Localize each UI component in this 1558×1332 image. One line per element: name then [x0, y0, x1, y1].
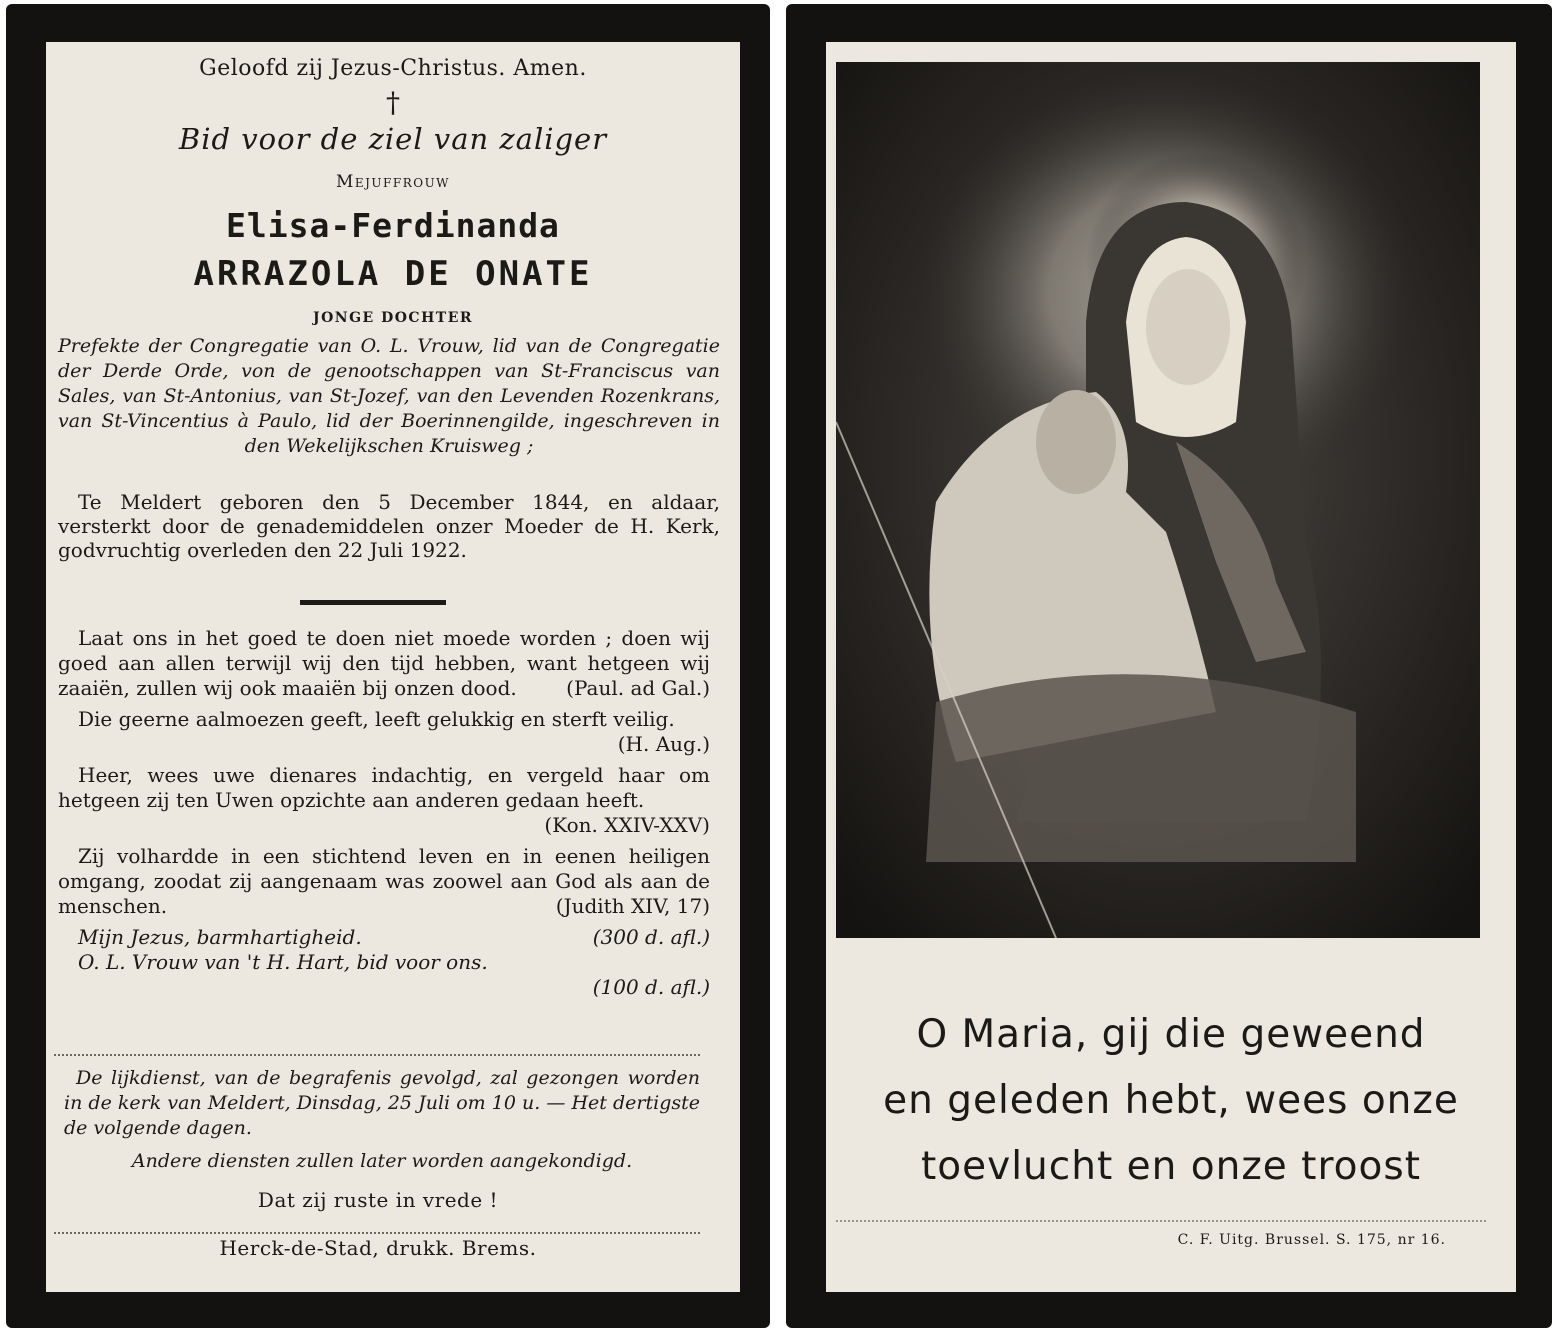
- deceased-first-name: Elisa-Ferdinanda: [226, 206, 560, 245]
- deceased-surname: ARRAZOLA DE ONATE: [193, 254, 593, 294]
- image-panel: [826, 42, 1516, 1292]
- verse-reference: (H. Aug.): [617, 732, 710, 756]
- prayer-request: Bid voor de ziel van zaliger: [178, 122, 608, 156]
- verse: [58, 844, 710, 919]
- prayer-text: [826, 1002, 1516, 1200]
- header-line: Geloofd zij Jezus-Christus. Amen.: [199, 56, 587, 81]
- civil-status: JONGE DOCHTER: [312, 310, 474, 326]
- other-services-notice: Andere diensten zullen later worden aangekondigd.: [131, 1150, 633, 1172]
- memorial-card-back: [6, 4, 770, 1328]
- printer-imprint: Herck-de-Stad, drukk. Brems.: [219, 1236, 537, 1260]
- verse-text: Laat ons in het goed te doen niet moede worden ; doen wij goed aan allen terwijl wij den tijd hebben, want hetgeen wij zaaiën, zullen wij ook maaiën bij onzen dood.: [58, 626, 710, 700]
- prayer-line: en geleden hebt, wees onze: [883, 1078, 1459, 1123]
- memorial-card-front: [786, 4, 1552, 1328]
- verse-text: Die geerne aalmoezen geeft, leeft gelukkig en sterft veilig.: [78, 707, 675, 731]
- verse: [58, 707, 710, 757]
- rest-in-peace: Dat zij ruste in vrede !: [257, 1188, 499, 1212]
- cross-icon: †: [386, 86, 400, 119]
- verse: [58, 626, 710, 701]
- dotted-divider: [836, 1220, 1486, 1222]
- verse-text: Zij volhardde in een stichtend leven en in eenen heiligen omgang, zoodat zij aangenaam was zoowel aan God als aan de menschen.: [58, 844, 710, 918]
- honorific: Mejuffrouw: [335, 172, 451, 192]
- devotional-image: [836, 62, 1480, 938]
- verse-text: Heer, wees uwe dienares indachtig, en vergeld haar om hetgeen zij ten Uwen opzichte aan anderen gedaan heeft.: [58, 763, 710, 812]
- indulgence-text: Mijn Jezus, barmhartigheid.: [78, 925, 362, 949]
- indulgence-row: [58, 925, 710, 950]
- divider-rule: [300, 600, 446, 605]
- funeral-service-notice: De lijkdienst, van de begrafenis gevolgd, zal gezongen worden in de kerk van Meldert, Dinsdag, 25 Juli om 10 u. — Het dertigste de volgende dagen.: [64, 1067, 700, 1139]
- birth-death-paragraph: Te Meldert geboren den 5 December 1844, en aldaar, versterkt door de genademiddelen onzer Moeder de H. Kerk, godvruchtig overleden den 22 Juli 1922.: [58, 490, 720, 562]
- publisher-imprint: C. F. Uitg. Brussel. S. 175, nr 16.: [1177, 1232, 1446, 1248]
- indulgence-ref: (100 d. afl.): [592, 975, 710, 999]
- indulgence-row: [58, 950, 710, 975]
- virgin-mary-illustration: [836, 62, 1480, 938]
- dotted-divider: [54, 1054, 700, 1056]
- verses-block: [58, 626, 710, 1000]
- verse-reference: (Paul. ad Gal.): [566, 676, 710, 700]
- verse: [58, 763, 710, 838]
- prayer-line: O Maria, gij die geweend: [916, 1012, 1426, 1057]
- verse-reference: (Judith XIV, 17): [555, 894, 710, 918]
- memberships-paragraph: Prefekte der Congregatie van O. L. Vrouw, lid van de Congregatie der Derde Orde, von de genootschappen van St-Franciscus van Sales, van St-Antonius, van St-Jozef, van den Levenden Rozenkrans, van St-Vincentius à Paulo, lid der Boerinnengilde, ingeschreven in den Wekelijkschen Kruisweg ;: [58, 335, 720, 457]
- indulgences: [58, 925, 710, 1000]
- prayer-line: toevlucht en onze troost: [921, 1144, 1421, 1189]
- indulgence-text: O. L. Vrouw van 't H. Hart, bid voor ons.: [78, 950, 488, 974]
- indulgence-ref: (300 d. afl.): [592, 925, 710, 949]
- dotted-divider: [54, 1232, 700, 1234]
- verse-reference: (Kon. XXIV-XXV): [544, 813, 710, 837]
- text-panel: [46, 42, 740, 1292]
